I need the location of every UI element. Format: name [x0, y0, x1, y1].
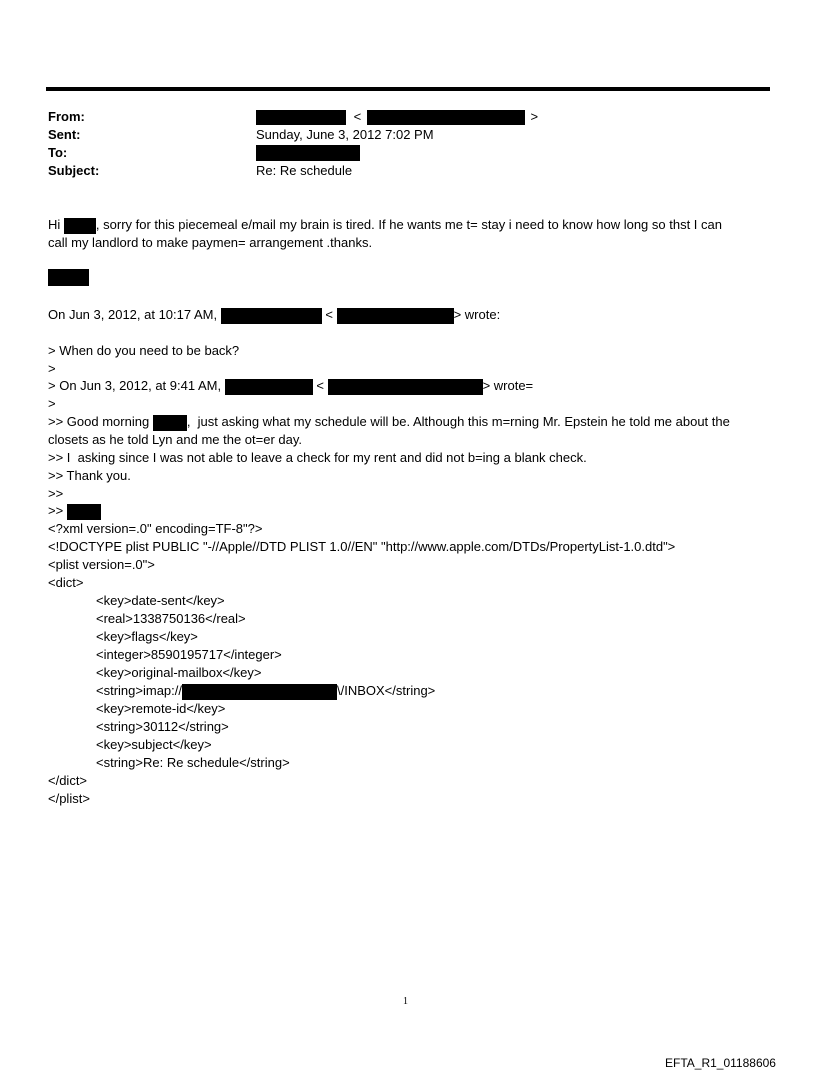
redaction-block	[221, 308, 322, 324]
redaction-block	[153, 415, 187, 431]
quoted-header-2-date: > On Jun 3, 2012, at 9:41 AM,	[48, 378, 222, 393]
plist-line: <key>remote-id</key>	[96, 701, 226, 716]
plist-line: <plist version=.0">	[48, 557, 155, 572]
quoted-line: >	[48, 361, 56, 376]
page-number: 1	[403, 996, 408, 1007]
quoted-line: >>	[48, 486, 64, 501]
plist-line: <dict>	[48, 575, 84, 590]
plist-line: <real>1338750136</real>	[96, 611, 246, 626]
from-lt: <	[353, 109, 362, 124]
quote-header	[48, 306, 500, 324]
plist-line: <!DOCTYPE plist PUBLIC "-//Apple//DTD PLIST 1.0//EN" "http://www.apple.com/DTDs/PropertyList-1.0.dtd">	[48, 539, 676, 554]
quote-header-wrote: > wrote:	[453, 307, 501, 322]
quoted-marker: >>	[48, 503, 64, 518]
redaction-block	[328, 379, 483, 395]
quoted-line	[48, 413, 730, 431]
quoted-header-2	[48, 377, 533, 395]
redaction-block	[367, 110, 525, 125]
redaction-block	[182, 684, 337, 700]
signature-redaction	[48, 269, 89, 286]
plist-line: </plist>	[48, 791, 90, 806]
quoted-line	[48, 502, 101, 520]
quote-header-date: On Jun 3, 2012, at 10:17 AM,	[48, 307, 218, 322]
subject-value: Re: Re schedule	[256, 163, 353, 178]
plist-line: <string>30112</string>	[96, 719, 229, 734]
plist-line: <string>Re: Re schedule</string>	[96, 755, 290, 770]
plist-string-open: <string>imap://	[96, 683, 182, 698]
redaction-block	[225, 379, 313, 395]
quoted-header-2-wrote: > wrote=	[482, 378, 534, 393]
redaction-block	[64, 218, 96, 234]
from-value	[256, 109, 538, 125]
quoted-line: >	[48, 396, 56, 411]
subject-label: Subject:	[48, 163, 100, 178]
from-label: From:	[48, 109, 85, 124]
plist-line: <key>original-mailbox</key>	[96, 665, 262, 680]
to-label: To:	[48, 145, 68, 160]
plist-line: <key>date-sent</key>	[96, 593, 225, 608]
plist-line: <key>subject</key>	[96, 737, 212, 752]
quoted-text: , just asking what my schedule will be. Although this m=rning Mr. Epstein he told me about the	[186, 414, 730, 429]
sent-label: Sent:	[48, 127, 81, 142]
quoted-line: >> I asking since I was not able to leave a check for my rent and did not b=ing a blank check.	[48, 450, 587, 465]
plist-line: <integer>8590195717</integer>	[96, 647, 282, 662]
redaction-block	[67, 504, 101, 520]
plist-line: <?xml version=.0" encoding=TF-8"?>	[48, 521, 263, 536]
quoted-line: >> Thank you.	[48, 468, 131, 483]
plist-string-close: \/INBOX</string>	[337, 683, 436, 698]
quoted-line: > When do you need to be back?	[48, 343, 240, 358]
redaction-block	[256, 145, 360, 161]
quoted-header-2-lt: <	[316, 378, 324, 393]
header-rule	[46, 87, 770, 91]
greeting: Hi	[48, 217, 61, 232]
plist-line	[96, 682, 435, 700]
redaction-block	[337, 308, 454, 324]
quoted-greeting: >> Good morning	[48, 414, 150, 429]
from-gt: >	[530, 109, 539, 124]
plist-line: </dict>	[48, 773, 88, 788]
body-line-1	[48, 216, 722, 234]
body-line-2: call my landlord to make paymen= arrangement .thanks.	[48, 235, 373, 250]
quote-header-lt: <	[325, 307, 333, 322]
plist-line: <key>flags</key>	[96, 629, 198, 644]
quoted-line: closets as he told Lyn and me the ot=er day.	[48, 432, 303, 447]
sent-value: Sunday, June 3, 2012 7:02 PM	[256, 127, 434, 142]
body-text: , sorry for this piecemeal e/mail my brain is tired. If he wants me t= stay i need to know how long so thst I can	[95, 217, 722, 232]
redaction-block	[256, 110, 346, 125]
bates-number: EFTA_R1_01188606	[665, 1056, 776, 1070]
to-value	[256, 144, 360, 161]
